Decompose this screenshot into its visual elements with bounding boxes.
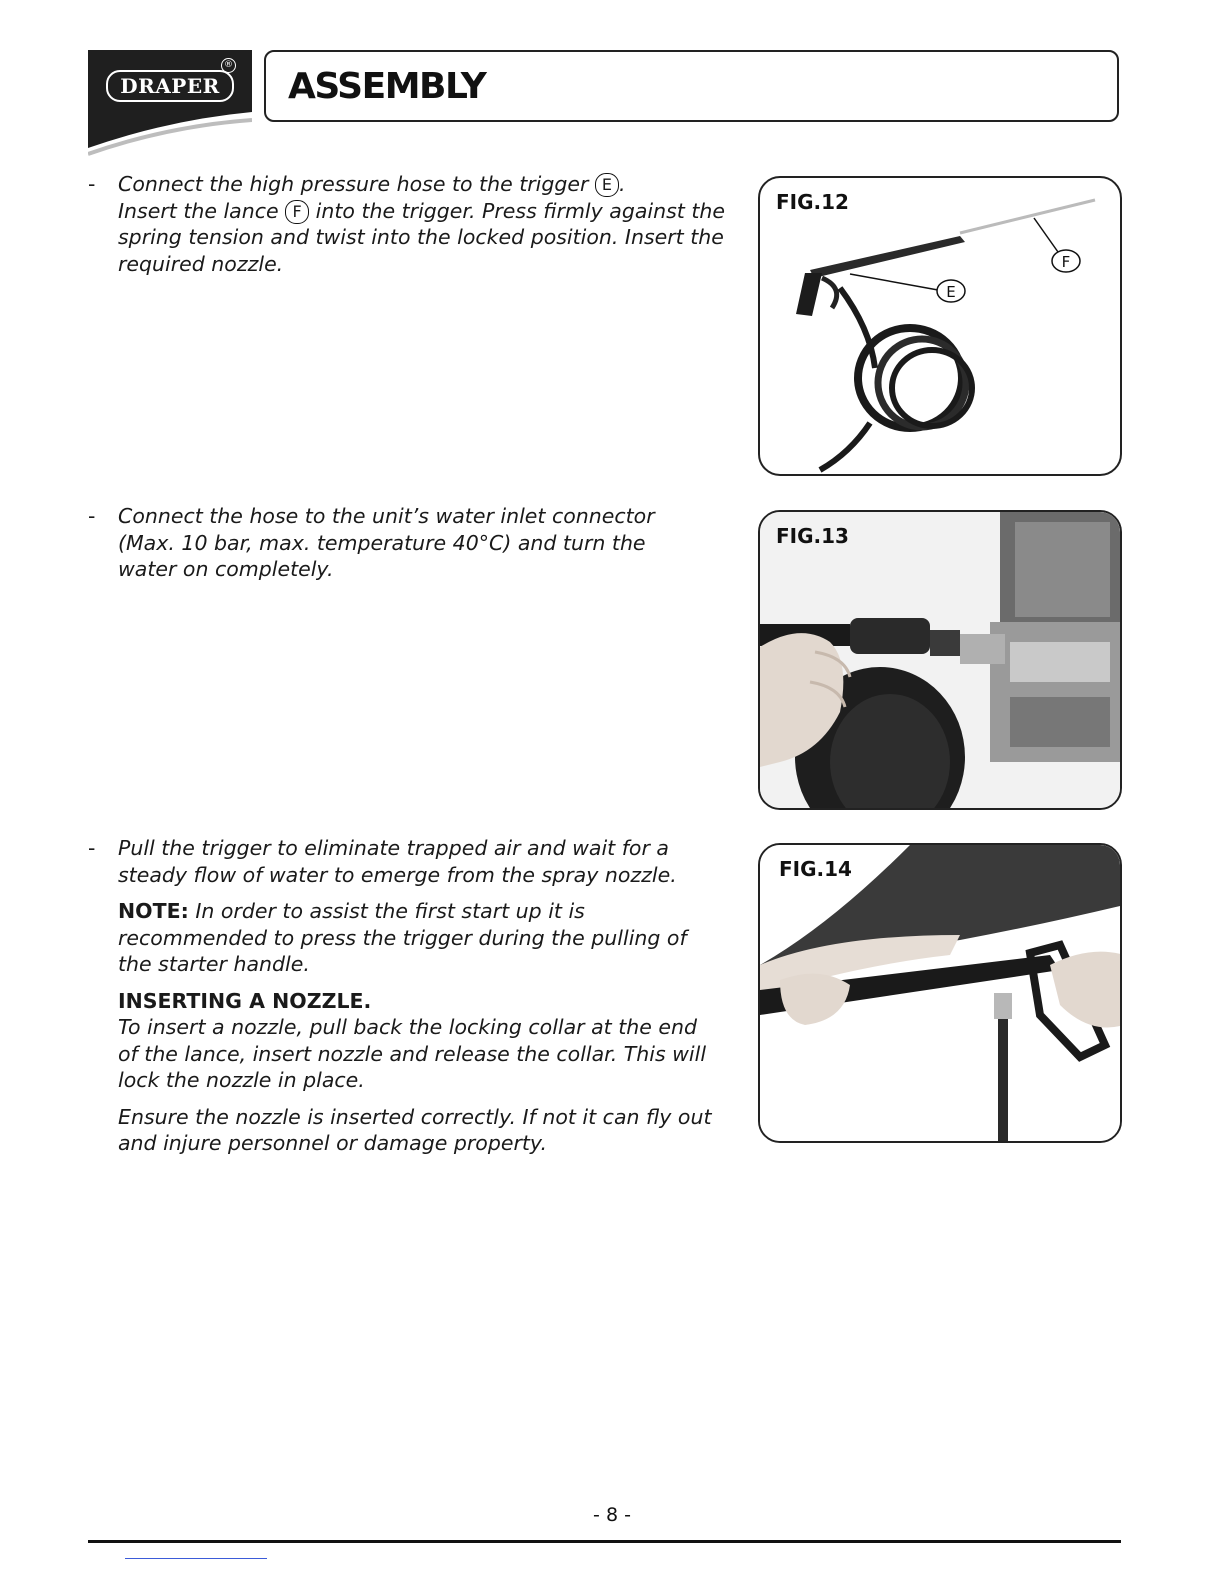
instruction-text: Connect the high pressure hose to the trigger — [118, 172, 589, 196]
figure-14-photo — [760, 845, 1122, 1143]
figure-13-photo — [760, 512, 1122, 810]
figure-label: FIG.13 — [776, 524, 849, 548]
figure-12 — [758, 176, 1122, 476]
footer-link-underline — [125, 1558, 267, 1559]
figure-14 — [758, 843, 1122, 1143]
instruction-text: Pull the trigger to eliminate trapped air and wait for a steady flow of water to emerge from the spray nozzle. — [118, 836, 677, 887]
note-text: In order to assist the first start up it is recommended to press the trigger during the pulling of the starter handle. — [118, 899, 687, 976]
instruction-connect-water-inlet — [88, 503, 698, 583]
instruction-pull-trigger — [88, 835, 718, 1167]
footer-rule — [88, 1540, 1121, 1543]
callout-e: E — [946, 283, 956, 301]
list-dash: - — [88, 504, 96, 528]
brand-logo: DRAPER — [106, 70, 234, 102]
note-label: NOTE: — [118, 899, 189, 923]
instruction-text: Connect the hose to the unit’s water inlet connector (Max. 10 bar, max. temperature 40°C) and turn the water on completely. — [118, 504, 655, 581]
callout-f: F — [1061, 253, 1071, 271]
instruction-text: . — [618, 172, 626, 196]
section-header — [264, 50, 1119, 122]
page-number: - 8 - — [593, 1504, 631, 1526]
instruction-text: into the trigger. Press firmly against the spring tension and twist into the locked position. Insert the required nozzle. — [118, 198, 725, 276]
nozzle-instructions: To insert a nozzle, pull back the locking collar at the end of the lance, insert nozzle and release the collar. This will lock the nozzle in place. — [118, 1015, 707, 1092]
instruction-text: Insert the lance — [118, 198, 279, 223]
callout-ref-e: E — [595, 173, 619, 197]
figure-13 — [758, 510, 1122, 810]
callout-ref-f: F — [285, 200, 309, 224]
list-dash: - — [88, 836, 96, 860]
subheading-inserting-nozzle: INSERTING A NOZZLE. — [118, 988, 372, 1013]
registered-mark: ® — [221, 58, 236, 73]
figure-label: FIG.14 — [779, 857, 852, 881]
note-paragraph — [118, 898, 718, 978]
instruction-connect-hose-trigger — [88, 171, 728, 277]
page-title: ASSEMBLY — [288, 66, 486, 107]
figure-12-illustration — [760, 178, 1122, 476]
figure-label: FIG.12 — [776, 190, 849, 214]
list-dash: - — [88, 172, 96, 196]
warning-text: Ensure the nozzle is inserted correctly. If not it can fly out and injure personnel or damage property. — [118, 1104, 712, 1155]
